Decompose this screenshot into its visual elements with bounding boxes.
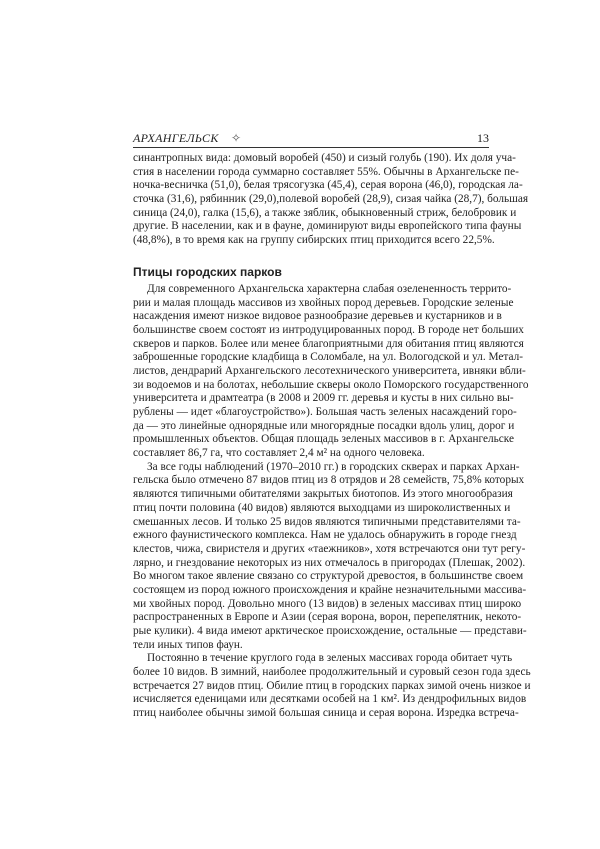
text-line: птиц наиболее обычны зимой большая синица и серая ворона. Изредка встреча- [133,707,519,720]
text-line: большинстве своем состоят из интродуцированных пород. В городе нет больших [133,323,524,336]
paragraph [133,460,527,653]
text-line: синица (24,0), галка (15,6), а также зяблик, обыкновенный стриж, белобровик и [133,206,517,219]
section-heading: Птицы городских парков [133,264,282,279]
paragraph [133,282,529,461]
text-line: составляет 86,7 га, что составляет 2,4 м² на одного человека. [133,447,425,460]
text-line: За все годы наблюдений (1970–2010 гг.) в городских скверах и парках Архан- [147,460,520,473]
paragraph [133,652,531,720]
text-line: состоящем из пород южного происхождения и крайне незначительными массива- [133,583,527,596]
text-line: рые кулики). 4 вида имеют арктическое происхождение, остальные — представи- [133,625,527,637]
text-line: клестов, чижа, свиристеля и других «таежников», хотя встречаются они тут регу- [133,542,526,555]
text-line: распространенных в Европе и Азии (серая ворона, ворон, перепелятник, некото- [133,611,522,624]
paragraph [133,152,529,248]
text-line: зи водоемов и на болотах, небольшие скверы около Поморского государственного [133,378,529,391]
text-line: Постоянно в течение круглого года в зеленых массивах города обитает чуть [147,652,513,665]
text-line: более 10 видов. В зимний, наиболее продолжительный и суровый сезон года здесь [133,666,531,679]
text-line: заброшенные городские кладбища в Соломбале, на ул. Вологодской и ул. Метал- [133,351,523,364]
text-line: ночка-весничка (51,0), белая трясогузка (45,4), серая ворона (46,0), городская ла- [133,179,523,192]
text-line: университета и драмтеатра (в 2008 и 2009 гг. деревья и кусты в них сильно вы- [133,392,514,405]
text-line: ежного фаунистического комплекса. Нам не удалось обнаружить в городе гнезд [133,529,517,542]
text-line: Во многом такое явление связано со структурой древостоя, в большинстве своем [133,570,524,583]
text-line: да — это линейные однорядные или многорядные посадки вдоль улиц, дорог и [133,419,515,432]
text-line: исчисляется еденицами или десятками особей на 1 км². Из дендрофильных видов [133,693,527,706]
page-number: 13 [477,131,489,145]
text-line: рублены — идет «благоустройство»). Большая часть зеленых насаждений горо- [133,406,517,418]
text-line: Для современного Архангельска характерна слабая озелененность террито- [147,282,512,295]
text-line: листов, дендрарий Архангельского лесотехнического университета, ивняки вбли- [133,364,526,377]
text-line: синантропных вида: домовый воробей (450) и сизый голубь (190). Их доля уча- [133,152,516,164]
text-line: гельска было отмечено 87 видов птиц из 8 отрядов и 28 семейств, 75,8% которых [133,474,525,487]
text-line: насаждения имеют низкое видовое разнообразие деревьев и кустарников и в [133,310,502,323]
text-line: лярно, и гнездование некоторых из них отмечалось в пригородах (Плешак, 2002). [133,556,526,569]
text-line: являются типичными обитателями закрытых биотопов. Из этого многообразия [133,488,513,501]
text-line: скверов и парков. Более или менее благоприятными для обитания птиц являются [133,337,524,350]
running-header [133,131,489,148]
text-line: стия в населении города суммарно составляет 55%. Обычны в Архангельске пе- [133,165,519,178]
running-title: АРХАНГЕЛЬСК [133,131,219,145]
text-line: встречается 27 видов птиц. Обилие птиц в городских парках зимой очень низкое и [133,679,531,692]
text-line: ми хвойных пород. Довольно много (13 видов) в зеленых массивах птиц широко [133,597,522,610]
body-text [133,152,531,721]
text-line: тели иных типов фаун. [133,638,243,651]
text-line: промышленных объектов. Общая площадь зеленых массивов в г. Архангельске [133,433,515,446]
text-line: рии и малая площадь массивов из хвойных пород деревьев. Городские зеленые [133,296,514,309]
text-line: птиц почти половина (40 видов) являются выходцами из широколиственных и [133,501,511,514]
text-line: смешанных лесов. И только 25 видов являются типичными представителями та- [133,515,521,528]
text-line: сточка (31,6), рябинник (29,0),полевой воробей (28,9), сизая чайка (28,7), большая [133,193,529,206]
ornament-icon: ✧ [231,131,242,145]
text-line: другие. В населении, как и в фауне, доминируют виды европейского типа фауны [133,220,522,233]
text-line: (48,8%), в то время как на группу сибирских птиц приходится всего 22,5%. [133,234,495,247]
